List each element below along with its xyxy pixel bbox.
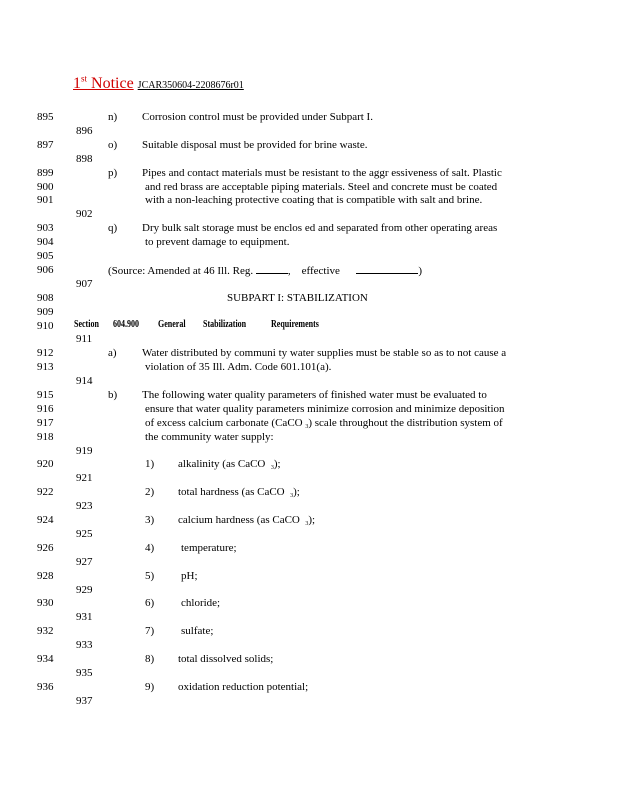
notice-number: 1 [73, 75, 81, 93]
list-item-end: ); [293, 486, 300, 498]
item-text-q-line1: Dry bulk salt storage must be enclos ed and separated from other operating areas [142, 222, 498, 234]
document-code: JCAR350604-2208676r01 [137, 80, 244, 92]
line-number: 937 [76, 695, 93, 707]
line-number: 913 [37, 361, 54, 373]
line-number: 909 [37, 306, 54, 318]
subscript: 3 [305, 424, 309, 430]
line-number: 908 [37, 292, 54, 304]
source-comma: , [287, 265, 291, 277]
line-number: 898 [76, 153, 93, 165]
para-b-line3-start: of excess calcium carbonate (CaCO [145, 417, 303, 429]
line-number: 926 [37, 542, 54, 554]
para-a-line1: Water distributed by communi ty water supplies must be stable so as to not cause a [142, 347, 507, 359]
line-number: 902 [76, 208, 93, 220]
line-number: 896 [76, 125, 93, 137]
list-item-number: 1) [145, 458, 155, 470]
subpart-title: SUBPART I: STABILIZATION [227, 292, 368, 304]
item-text-o: Suitable disposal must be provided for brine waste. [142, 139, 368, 151]
notice-title [73, 75, 134, 92]
list-item-end: ); [308, 514, 316, 526]
line-number: 928 [37, 570, 54, 582]
line-number: 900 [37, 181, 54, 193]
line-number: 931 [76, 611, 93, 623]
list-item-text: oxidation reduction potential; [178, 681, 309, 693]
para-b-label: b) [108, 389, 118, 401]
subscript: 3 [270, 465, 274, 471]
item-text-q-line2: to prevent damage to equipment. [145, 236, 290, 248]
list-item-number: 3) [145, 514, 155, 526]
item-label-n: n) [108, 111, 118, 123]
reg-page-blank [256, 264, 288, 274]
section-title-requirements: Requirements [271, 318, 319, 330]
para-a-line2: violation of 35 Ill. Adm. Code 601.101(a). [145, 361, 332, 373]
para-b-line3-end: ) scale throughout the distribution system of [308, 417, 503, 429]
line-number: 915 [37, 389, 54, 401]
section-word: Section [74, 318, 99, 330]
line-number: 895 [37, 111, 54, 123]
line-number: 932 [37, 625, 54, 637]
list-item-text [178, 514, 315, 530]
notice-superscript: st [81, 74, 88, 84]
list-item-number: 5) [145, 570, 155, 582]
para-a-label: a) [108, 347, 117, 359]
list-item-text: temperature; [181, 542, 237, 554]
line-number: 929 [76, 584, 93, 596]
list-item-text [178, 486, 300, 502]
line-number: 925 [76, 528, 93, 540]
line-number: 910 [37, 320, 54, 332]
para-b-line2: ensure that water quality parameters minimize corrosion and minimize deposition [145, 403, 505, 415]
section-number: 604.900 [113, 318, 139, 330]
list-item-number: 2) [145, 486, 155, 498]
list-item-text: pH; [181, 570, 198, 582]
line-number: 905 [37, 250, 54, 262]
line-number: 920 [37, 458, 54, 470]
line-number: 935 [76, 667, 93, 679]
list-item-text: chloride; [181, 597, 221, 609]
list-item-text [178, 458, 281, 474]
item-text-p-line1: Pipes and contact materials must be resistant to the aggr essiveness of salt. Plastic [142, 167, 502, 179]
line-number: 930 [37, 597, 54, 609]
line-number: 921 [76, 472, 93, 484]
list-item-text: total dissolved solids; [178, 653, 274, 665]
line-number: 923 [76, 500, 93, 512]
line-number: 911 [76, 333, 93, 345]
source-note [108, 264, 422, 277]
line-number: 914 [76, 375, 93, 387]
line-number: 917 [37, 417, 54, 429]
line-number: 907 [76, 278, 93, 290]
line-number: 906 [37, 264, 54, 276]
subscript: 3 [305, 521, 309, 527]
item-label-q: q) [108, 222, 118, 234]
para-b-line4: the community water supply: [145, 431, 274, 443]
list-item-end: ); [273, 458, 281, 470]
notice-word: Notice [87, 75, 134, 93]
line-number: 903 [37, 222, 54, 234]
item-label-p: p) [108, 167, 118, 179]
line-number: 918 [37, 431, 54, 443]
line-number: 934 [37, 653, 54, 665]
item-label-o: o) [108, 139, 118, 151]
section-title-stabilization: Stabilization [203, 318, 247, 330]
document-header [73, 74, 244, 93]
list-item-body: alkalinity (as CaCO [178, 458, 266, 470]
list-item-body: calcium hardness (as CaCO [178, 514, 300, 526]
line-number: 922 [37, 486, 54, 498]
line-number: 912 [37, 347, 54, 359]
line-number: 924 [37, 514, 54, 526]
list-item-number: 4) [145, 542, 155, 554]
list-item-number: 8) [145, 653, 155, 665]
list-item-text: sulfate; [181, 625, 214, 637]
section-title-general: General [158, 318, 186, 330]
list-item-number: 6) [145, 597, 155, 609]
line-number: 901 [37, 194, 54, 206]
line-number: 916 [37, 403, 54, 415]
source-prefix: (Source: Amended at 46 Ill. Reg. [108, 265, 254, 277]
line-number: 933 [76, 639, 93, 651]
list-item-number: 9) [145, 681, 155, 693]
subscript: 3 [290, 493, 294, 499]
line-number: 899 [37, 167, 54, 179]
source-close: ) [418, 265, 423, 277]
item-text-n: Corrosion control must be provided under Subpart I. [142, 111, 373, 123]
line-number: 897 [37, 139, 54, 151]
source-effective: effective [301, 265, 340, 277]
list-item-number: 7) [145, 625, 155, 637]
item-text-p-line2: and red brass are acceptable piping materials. Steel and concrete must be coated [145, 181, 498, 193]
para-b-line1: The following water quality parameters of finished water must be evaluated to [142, 389, 487, 401]
effective-date-blank [356, 264, 418, 274]
line-number: 927 [76, 556, 93, 568]
line-number: 936 [37, 681, 54, 693]
line-number: 904 [37, 236, 54, 248]
line-number: 919 [76, 445, 93, 457]
list-item-body: total hardness (as CaCO [178, 486, 285, 498]
item-text-p-line3: with a non-leaching protective coating that is compatible with salt and brine. [145, 194, 483, 206]
